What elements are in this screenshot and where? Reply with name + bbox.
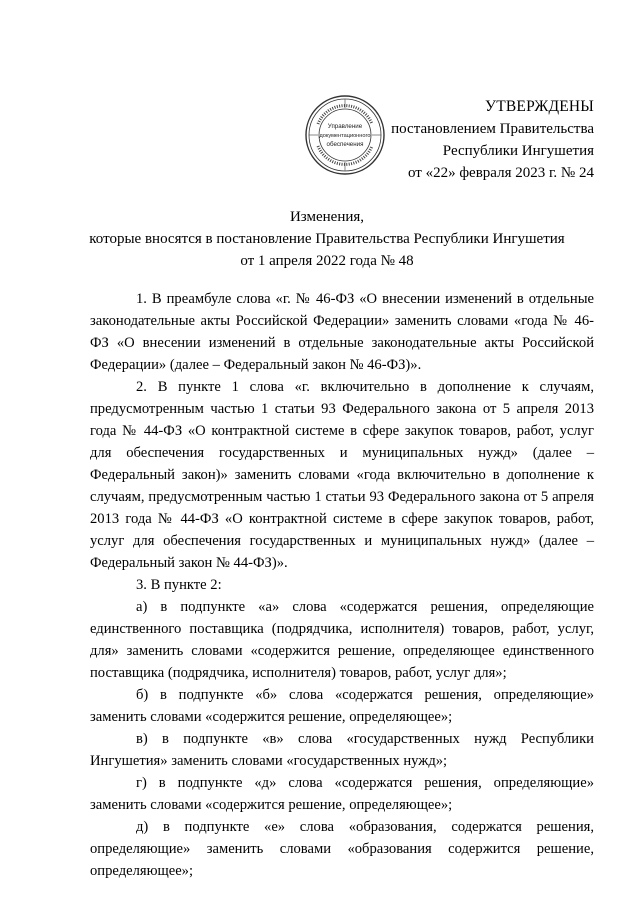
paragraph-3: 3. В пункте 2: xyxy=(136,577,222,593)
document-body xyxy=(90,288,594,882)
paragraph-2: 2. В пункте 1 слова «г. включительно в дополнение к случаям, предусмотренным частью 1 статьи 93 Федерального закона от 5 апреля 2013 года № 44-ФЗ «О контрактной системе в сфере закупок товаров, работ, услуг для обеспечения государственных и муниципальных нужд» (далее – Федеральный закон)» заменить словами «года включительно в дополнение к случаям, предусмотренным частью 1 статьи 93 Федерального закона от 5 апреля 2013 года № 44-ФЗ «О контрактной системе в сфере закупок товаров, работ, услуг для обеспечения государственных и муниципальных нужд» (далее – Федеральный закон № 44-ФЗ)». xyxy=(90,379,594,571)
paragraph-3e: д) в подпункте «е» слова «образования, содержатся решения, определяющие» заменить словами «образования содержится решение, определяющее»; xyxy=(90,819,594,879)
title-line-2: которые вносятся в постановление Правительства Республики Ингушетия xyxy=(89,231,565,247)
paragraph-3c: в) в подпункте «в» слова «государственных нужд Республики Ингушетия» заменить словами «государственных нужд»; xyxy=(90,731,594,769)
seal-text-line1: Управление xyxy=(327,123,363,130)
approval-line-1: постановлением Правительства xyxy=(391,121,594,137)
paragraph-3d: г) в подпункте «д» слова «содержатся решения, определяющие» заменить словами «содержится решение, определяющее»; xyxy=(90,775,594,813)
approval-line-2: Республики Ингушетия xyxy=(442,143,594,159)
document-title xyxy=(60,206,594,272)
approval-block xyxy=(334,96,594,184)
approval-line-3: от «22» февраля 2023 г. № 24 xyxy=(407,165,594,181)
paragraph-3b: б) в подпункте «б» слова «содержатся решения, определяющие» заменить словами «содержится решение, определяющее»; xyxy=(90,687,594,725)
title-line-1: Изменения, xyxy=(289,209,365,225)
paragraph-3a: а) в подпункте «а» слова «содержатся решения, определяющие единственного поставщика (подрядчика, исполнителя) товаров, работ, услуг, для» заменить словами «содержится решение, определяющее единственного поставщика (подрядчика, исполнителя) товаров, работ, услуг для»; xyxy=(90,599,594,681)
title-line-3: от 1 апреля 2022 года № 48 xyxy=(240,253,414,269)
seal-text-line2: документационного xyxy=(319,133,371,139)
approval-heading: УТВЕРЖДЕНЫ xyxy=(485,98,594,115)
seal-text-line3: обеспечения xyxy=(326,141,364,148)
paragraph-1: 1. В преамбуле слова «г. № 46-ФЗ «О внесении изменений в отдельные законодательные акты Российской Федерации» заменить словами «года № 46-ФЗ «О внесении изменений в отдельные законодательные акты Российской Федерации» (далее – Федеральный закон № 46-ФЗ)». xyxy=(90,291,594,373)
